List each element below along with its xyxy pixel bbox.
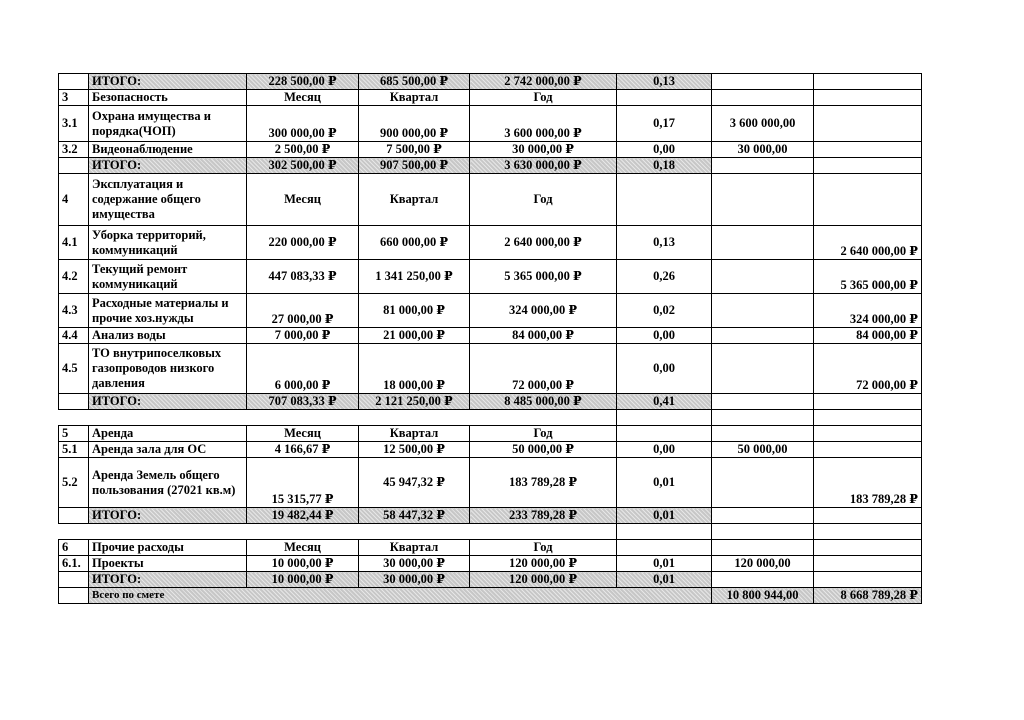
row-month: 6 000,00 ₽ bbox=[247, 344, 359, 394]
section-number: 6 bbox=[59, 540, 89, 556]
column-header-year: Год bbox=[470, 540, 617, 556]
row-year: 30 000,00 ₽ bbox=[470, 142, 617, 158]
row-col-b: 84 000,00 ₽ bbox=[814, 328, 922, 344]
row-share: 0,00 bbox=[617, 142, 712, 158]
row-share: 0,13 bbox=[617, 226, 712, 260]
grand-total-label: Всего по смете bbox=[89, 588, 712, 604]
section-number: 5 bbox=[59, 426, 89, 442]
row-share: 0,00 bbox=[617, 442, 712, 458]
row-year: 324 000,00 ₽ bbox=[470, 294, 617, 328]
row-col-a bbox=[712, 294, 814, 328]
row-quarter: 18 000,00 ₽ bbox=[359, 344, 470, 394]
row-col-b: 183 789,28 ₽ bbox=[814, 458, 922, 508]
table-row bbox=[59, 344, 922, 394]
row-name: Видеонаблюдение bbox=[89, 142, 247, 158]
total-month: 302 500,00 ₽ bbox=[247, 158, 359, 174]
total-share: 0,18 bbox=[617, 158, 712, 174]
total-label: ИТОГО: bbox=[89, 508, 247, 524]
row-name: Расходные материалы и прочие хоз.нужды bbox=[89, 294, 247, 328]
row-month: 10 000,00 ₽ bbox=[247, 556, 359, 572]
total-year: 3 630 000,00 ₽ bbox=[470, 158, 617, 174]
row-quarter: 30 000,00 ₽ bbox=[359, 556, 470, 572]
budget-table bbox=[58, 73, 922, 604]
row-number: 3.1 bbox=[59, 106, 89, 142]
total-year: 8 485 000,00 ₽ bbox=[470, 394, 617, 410]
row-quarter: 1 341 250,00 ₽ bbox=[359, 260, 470, 294]
section-title: Безопасность bbox=[89, 90, 247, 106]
row-share: 0,26 bbox=[617, 260, 712, 294]
row-year: 183 789,28 ₽ bbox=[470, 458, 617, 508]
row-month: 15 315,77 ₽ bbox=[247, 458, 359, 508]
row-col-b: 72 000,00 ₽ bbox=[814, 344, 922, 394]
spacer-row bbox=[59, 524, 922, 540]
total-label: ИТОГО: bbox=[89, 572, 247, 588]
row-col-a bbox=[712, 344, 814, 394]
row-name: ТО внутрипоселковых газопроводов низкого давления bbox=[89, 344, 247, 394]
row-month: 27 000,00 ₽ bbox=[247, 294, 359, 328]
row-col-b bbox=[814, 142, 922, 158]
total-quarter: 30 000,00 ₽ bbox=[359, 572, 470, 588]
row-col-b bbox=[814, 442, 922, 458]
table-row bbox=[59, 106, 922, 142]
total-quarter: 2 121 250,00 ₽ bbox=[359, 394, 470, 410]
row-month: 7 000,00 ₽ bbox=[247, 328, 359, 344]
row-year: 5 365 000,00 ₽ bbox=[470, 260, 617, 294]
column-header-quarter: Квартал bbox=[359, 90, 470, 106]
section-number: 4 bbox=[59, 174, 89, 226]
row-col-b bbox=[814, 106, 922, 142]
total-share: 0,01 bbox=[617, 572, 712, 588]
row-col-a bbox=[712, 260, 814, 294]
row-col-a bbox=[712, 328, 814, 344]
row-quarter: 45 947,32 ₽ bbox=[359, 458, 470, 508]
row-number: 4.2 bbox=[59, 260, 89, 294]
row-year: 2 640 000,00 ₽ bbox=[470, 226, 617, 260]
row-quarter: 900 000,00 ₽ bbox=[359, 106, 470, 142]
table-row bbox=[59, 458, 922, 508]
section-title: Прочие расходы bbox=[89, 540, 247, 556]
row-month: 4 166,67 ₽ bbox=[247, 442, 359, 458]
row-name: Уборка территорий, коммуникаций bbox=[89, 226, 247, 260]
row-name: Текущий ремонт коммуникаций bbox=[89, 260, 247, 294]
row-col-b: 5 365 000,00 ₽ bbox=[814, 260, 922, 294]
section-number: 3 bbox=[59, 90, 89, 106]
table-row bbox=[59, 226, 922, 260]
row-share: 0,00 bbox=[617, 344, 712, 394]
total-month: 10 000,00 ₽ bbox=[247, 572, 359, 588]
row-quarter: 660 000,00 ₽ bbox=[359, 226, 470, 260]
column-header-quarter: Квартал bbox=[359, 174, 470, 226]
section-title: Аренда bbox=[89, 426, 247, 442]
column-header-year: Год bbox=[470, 174, 617, 226]
section-header-row bbox=[59, 174, 922, 226]
table-row bbox=[59, 556, 922, 572]
row-share: 0,00 bbox=[617, 328, 712, 344]
column-header-quarter: Квартал bbox=[359, 540, 470, 556]
row-col-b bbox=[814, 556, 922, 572]
column-header-month: Месяц bbox=[247, 90, 359, 106]
total-row bbox=[59, 572, 922, 588]
row-quarter: 12 500,00 ₽ bbox=[359, 442, 470, 458]
total-label: ИТОГО: bbox=[89, 158, 247, 174]
row-share: 0,01 bbox=[617, 556, 712, 572]
row-col-a: 120 000,00 bbox=[712, 556, 814, 572]
row-number: 4.5 bbox=[59, 344, 89, 394]
row-number: 4.4 bbox=[59, 328, 89, 344]
total-quarter: 907 500,00 ₽ bbox=[359, 158, 470, 174]
row-name: Проекты bbox=[89, 556, 247, 572]
row-col-a bbox=[712, 226, 814, 260]
row-month: 447 083,33 ₽ bbox=[247, 260, 359, 294]
section-header-row bbox=[59, 540, 922, 556]
row-number: 5.2 bbox=[59, 458, 89, 508]
row-share: 0,17 bbox=[617, 106, 712, 142]
total-row bbox=[59, 394, 922, 410]
row-name: Охрана имущества и порядка(ЧОП) bbox=[89, 106, 247, 142]
total-row bbox=[59, 508, 922, 524]
row-year: 3 600 000,00 ₽ bbox=[470, 106, 617, 142]
grand-total-b: 8 668 789,28 ₽ bbox=[814, 588, 922, 604]
total-quarter: 58 447,32 ₽ bbox=[359, 508, 470, 524]
total-month: 19 482,44 ₽ bbox=[247, 508, 359, 524]
row-col-b: 2 640 000,00 ₽ bbox=[814, 226, 922, 260]
row-col-b: 324 000,00 ₽ bbox=[814, 294, 922, 328]
row-quarter: 81 000,00 ₽ bbox=[359, 294, 470, 328]
row-number: 4.3 bbox=[59, 294, 89, 328]
table-row bbox=[59, 328, 922, 344]
total-row bbox=[59, 158, 922, 174]
table-row bbox=[59, 142, 922, 158]
column-header-month: Месяц bbox=[247, 426, 359, 442]
column-header-year: Год bbox=[470, 90, 617, 106]
row-month: 2 500,00 ₽ bbox=[247, 142, 359, 158]
row-col-a: 30 000,00 bbox=[712, 142, 814, 158]
total-year: 2 742 000,00 ₽ bbox=[470, 74, 617, 90]
row-col-a: 3 600 000,00 bbox=[712, 106, 814, 142]
total-label: ИТОГО: bbox=[89, 74, 247, 90]
column-header-month: Месяц bbox=[247, 540, 359, 556]
row-year: 84 000,00 ₽ bbox=[470, 328, 617, 344]
row-share: 0,02 bbox=[617, 294, 712, 328]
row-number: 4.1 bbox=[59, 226, 89, 260]
total-share: 0,13 bbox=[617, 74, 712, 90]
row-month: 220 000,00 ₽ bbox=[247, 226, 359, 260]
table-row bbox=[59, 260, 922, 294]
row-year: 50 000,00 ₽ bbox=[470, 442, 617, 458]
grand-total-row bbox=[59, 588, 922, 604]
total-month: 707 083,33 ₽ bbox=[247, 394, 359, 410]
row-name: Аренда Земель общего пользования (27021 кв.м) bbox=[89, 458, 247, 508]
table-row bbox=[59, 442, 922, 458]
row-quarter: 21 000,00 ₽ bbox=[359, 328, 470, 344]
total-row bbox=[59, 74, 922, 90]
row-col-a: 50 000,00 bbox=[712, 442, 814, 458]
row-number: 3.2 bbox=[59, 142, 89, 158]
row-name: Аренда зала для ОС bbox=[89, 442, 247, 458]
row-share: 0,01 bbox=[617, 458, 712, 508]
total-month: 228 500,00 ₽ bbox=[247, 74, 359, 90]
row-col-a bbox=[712, 458, 814, 508]
total-label: ИТОГО: bbox=[89, 394, 247, 410]
total-year: 120 000,00 ₽ bbox=[470, 572, 617, 588]
total-share: 0,01 bbox=[617, 508, 712, 524]
total-year: 233 789,28 ₽ bbox=[470, 508, 617, 524]
section-header-row bbox=[59, 90, 922, 106]
row-year: 72 000,00 ₽ bbox=[470, 344, 617, 394]
section-title: Эксплуатация и содержание общего имущества bbox=[89, 174, 247, 226]
row-name: Анализ воды bbox=[89, 328, 247, 344]
grand-total-a: 10 800 944,00 bbox=[712, 588, 814, 604]
row-month: 300 000,00 ₽ bbox=[247, 106, 359, 142]
total-share: 0,41 bbox=[617, 394, 712, 410]
total-quarter: 685 500,00 ₽ bbox=[359, 74, 470, 90]
row-quarter: 7 500,00 ₽ bbox=[359, 142, 470, 158]
row-year: 120 000,00 ₽ bbox=[470, 556, 617, 572]
row-number: 5.1 bbox=[59, 442, 89, 458]
section-header-row bbox=[59, 426, 922, 442]
column-header-quarter: Квартал bbox=[359, 426, 470, 442]
table-row bbox=[59, 294, 922, 328]
column-header-year: Год bbox=[470, 426, 617, 442]
row-number: 6.1. bbox=[59, 556, 89, 572]
spacer-row bbox=[59, 410, 922, 426]
column-header-month: Месяц bbox=[247, 174, 359, 226]
